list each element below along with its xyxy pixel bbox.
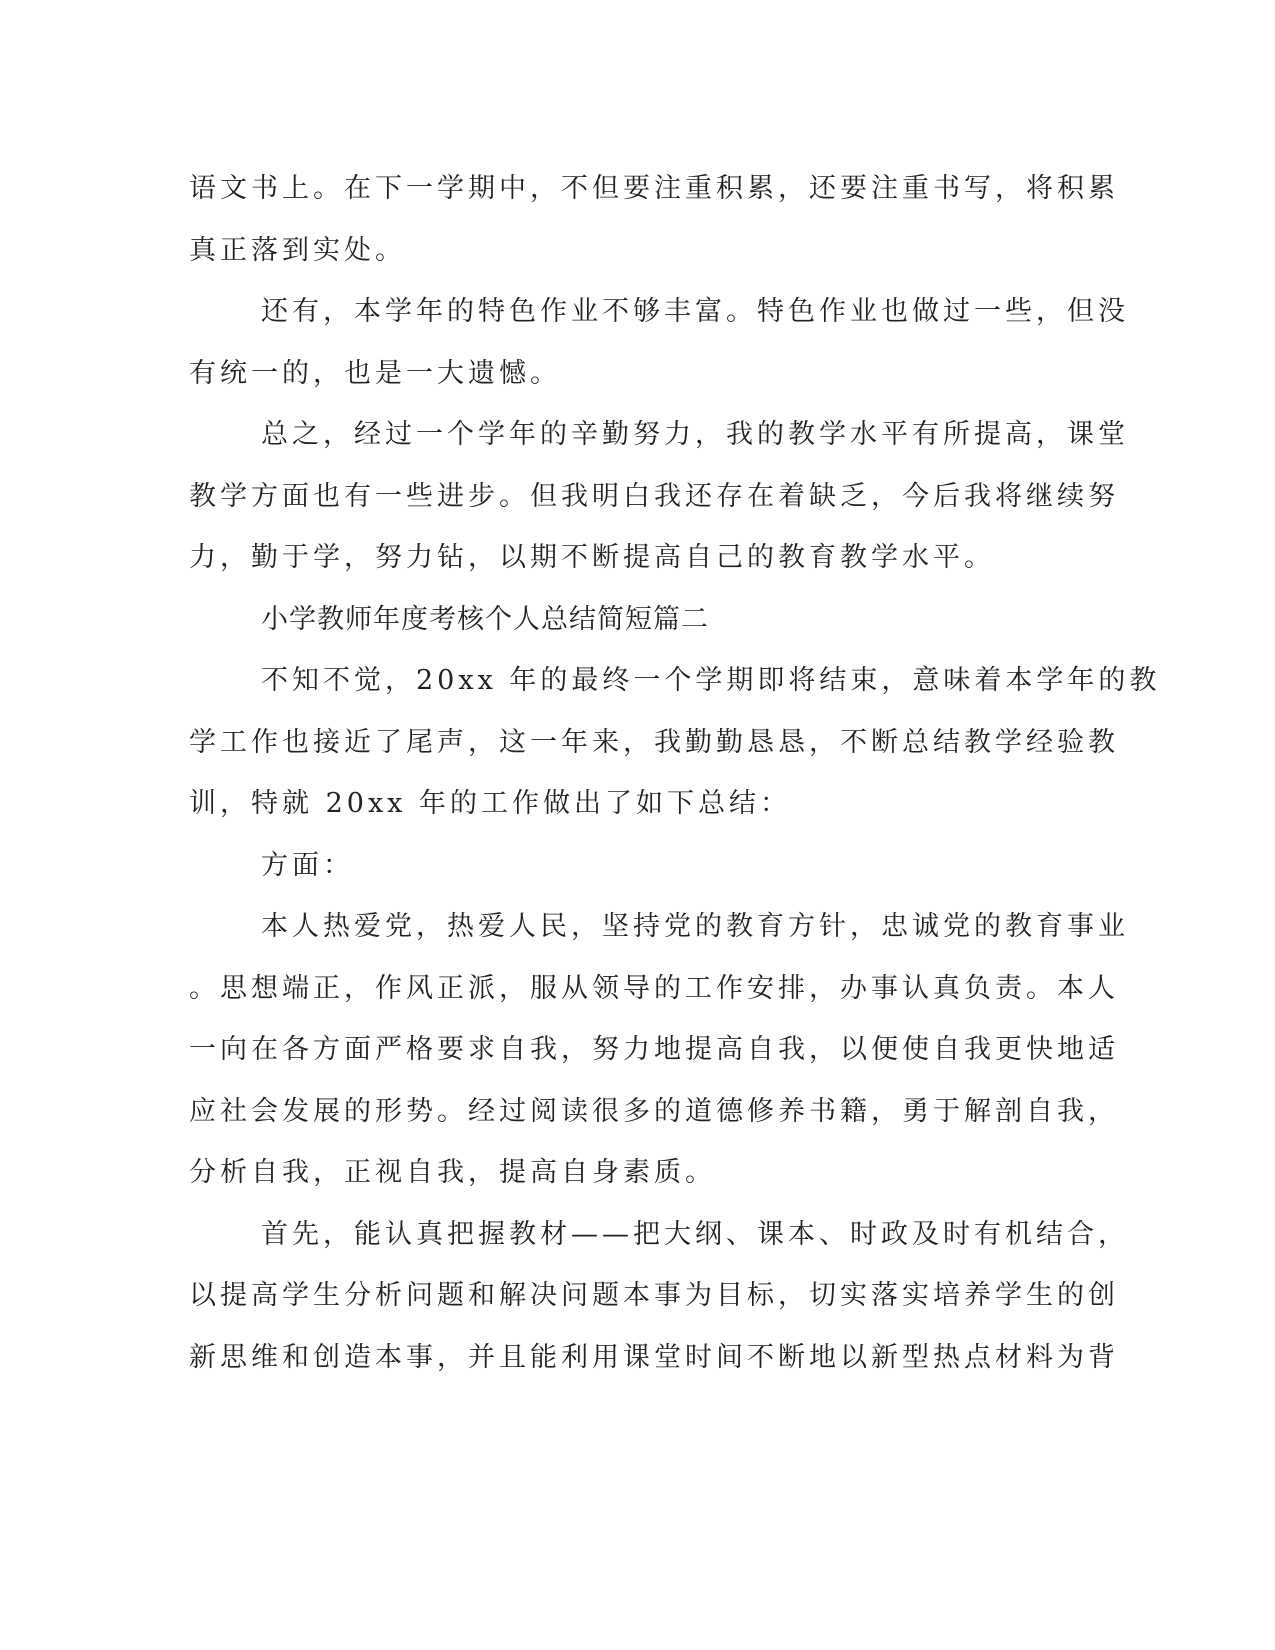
text-line: 。思想端正，作风正派，服从领导的工作安排，办事认真负责。本人: [189, 972, 1119, 1004]
text-line: 新思维和创造本事，并且能利用课堂时间不断地以新型热点材料为背: [189, 1341, 1119, 1373]
text-line: 有统一的，也是一大遗憾。: [189, 357, 561, 389]
text-line: 以提高学生分析问题和解决问题本事为目标，切实落实培养学生的创: [189, 1280, 1119, 1311]
text-line: 力，勤于学，努力钻，以期不断提高自己的教育教学水平。: [189, 542, 995, 573]
text-line: 学工作也接近了尾声，这一年来，我勤勤恳恳，不断总结教学经验教: [189, 726, 1119, 758]
section-heading: 小学教师年度考核个人总结简短篇二: [261, 603, 709, 635]
text-line: 语文书上。在下一学期中，不但要注重积累，还要注重书写，将积累: [189, 173, 1119, 204]
paragraph-start: 总之，经过一个学年的辛勤努力，我的教学水平有所提高，课堂: [261, 419, 1129, 450]
text-line: 真正落到实处。: [189, 234, 406, 266]
text-line: 应社会发展的形势。经过阅读很多的道德修养书籍，勇于解剖自我，: [189, 1095, 1119, 1127]
paragraph-start: 还有，本学年的特色作业不够丰富。特色作业也做过一些，但没: [261, 296, 1129, 327]
document-body: [189, 158, 1161, 1388]
text-line: 训，特就 20xx 年的工作做出了如下总结：: [189, 788, 791, 819]
paragraph-start: 方面：: [261, 849, 354, 881]
paragraph-start: 首先，能认真把握教材——把大纲、课本、时政及时有机结合，: [261, 1218, 1129, 1250]
text-line: 一向在各方面严格要求自我，努力地提高自我，以便使自我更快地适: [189, 1034, 1119, 1065]
text-line: 分析自我，正视自我，提高自身素质。: [189, 1157, 716, 1188]
paragraph-start: 本人热爱党，热爱人民，坚持党的教育方针，忠诚党的教育事业: [261, 911, 1129, 942]
paragraph-start: 不知不觉，20xx 年的最终一个学期即将结束，意味着本学年的教: [261, 665, 1161, 696]
text-line: 教学方面也有一些进步。但我明白我还存在着缺乏，今后我将继续努: [189, 480, 1119, 512]
